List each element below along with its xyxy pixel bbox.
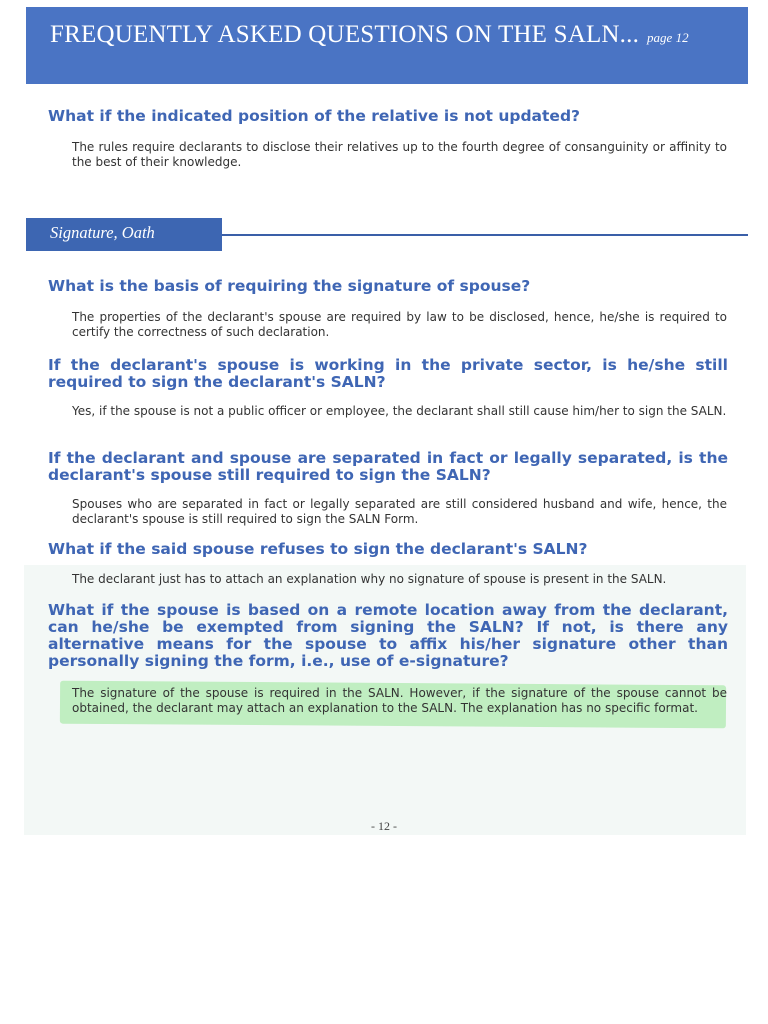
section-divider bbox=[222, 234, 748, 236]
question-spouse-refuses: What if the said spouse refuses to sign the declarant's SALN? bbox=[48, 540, 588, 558]
question-line: personally signing the form, i.e., use of e-signature? bbox=[48, 652, 509, 670]
question-line: required to sign the declarant's SALN? bbox=[48, 373, 386, 391]
header-page-label: page 12 bbox=[647, 30, 689, 45]
question-line: What if the spouse is based on a remote location away from the declarant, bbox=[48, 601, 728, 619]
question-line: can he/she be exempted from signing the SALN? If not, is there any bbox=[48, 618, 728, 636]
page-header bbox=[26, 7, 748, 84]
question-remote-spouse bbox=[48, 602, 728, 670]
question-line: declarant's spouse still required to sign the SALN? bbox=[48, 466, 491, 484]
question-line: alternative means for the spouse to affix his/her signature other than bbox=[48, 635, 728, 653]
intro-answer: The rules require declarants to disclose their relatives up to the fourth degree of consanguinity or affinity to the best of their knowledge. bbox=[72, 140, 727, 169]
question-private-sector-spouse bbox=[48, 357, 728, 391]
question-line: If the declarant and spouse are separated in fact or legally separated, is the bbox=[48, 449, 728, 467]
answer-spouse-signature-basis: The properties of the declarant's spouse are required by law to be disclosed, hence, he/she is required to certify the correctness of such declaration. bbox=[72, 310, 727, 339]
page-number: - 12 - bbox=[371, 819, 397, 833]
header-title: FREQUENTLY ASKED QUESTIONS ON THE SALN... bbox=[50, 21, 640, 48]
answer-separated-spouse: Spouses who are separated in fact or legally separated are still considered husband and wife, hence, the declarant's spouse is still required to sign the SALN Form. bbox=[72, 497, 727, 526]
answer-private-sector-spouse: Yes, if the spouse is not a public officer or employee, the declarant shall still cause him/her to sign the SALN. bbox=[72, 404, 727, 418]
question-spouse-signature-basis: What is the basis of requiring the signature of spouse? bbox=[48, 277, 531, 295]
question-separated-spouse bbox=[48, 450, 728, 484]
section-title: Signature, Oath bbox=[26, 218, 222, 251]
question-line: If the declarant's spouse is working in the private sector, is he/she still bbox=[48, 356, 728, 374]
intro-question: What if the indicated position of the relative is not updated? bbox=[48, 107, 581, 125]
answer-spouse-refuses: The declarant just has to attach an explanation why no signature of spouse is present in the SALN. bbox=[72, 572, 667, 586]
answer-remote-spouse: The signature of the spouse is required in the SALN. However, if the signature of the spouse cannot be obtained, the declarant may attach an explanation to the SALN. The explanation has no specific format. bbox=[72, 686, 727, 715]
